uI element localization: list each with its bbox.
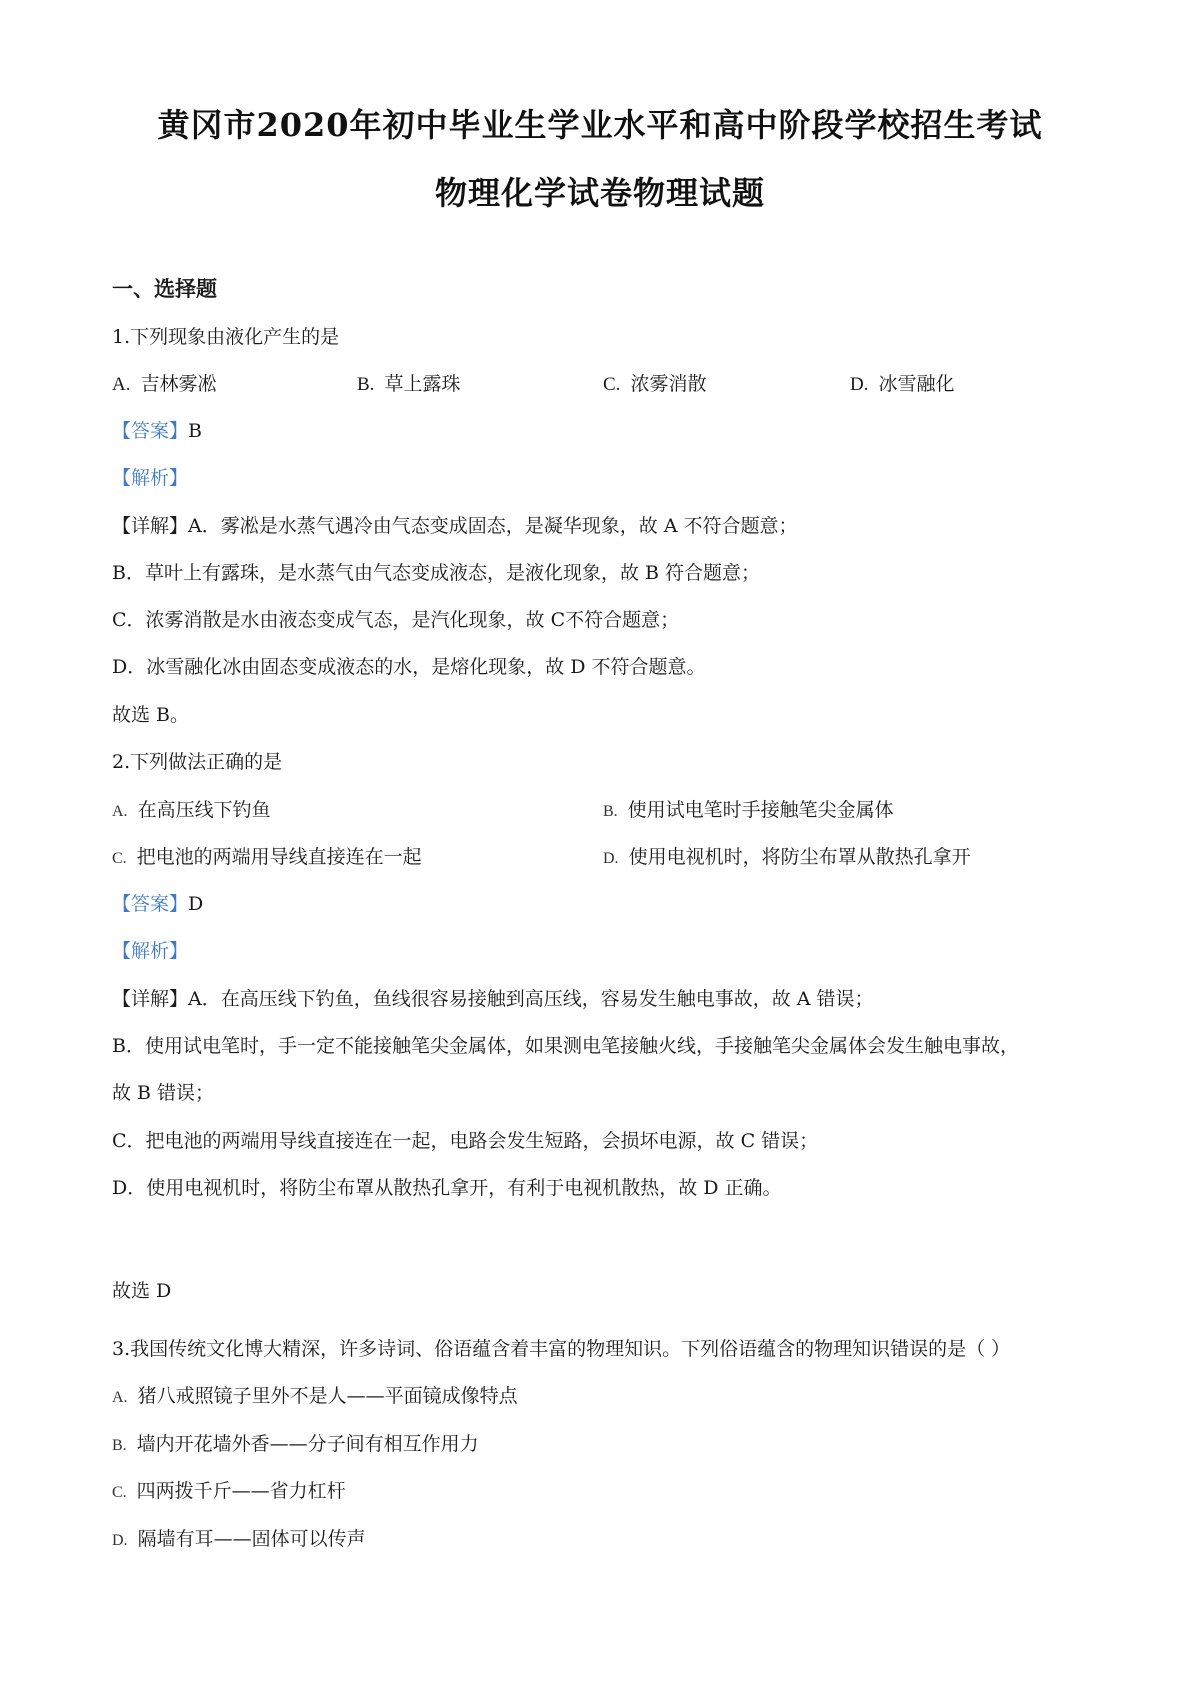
q3-option-d — [112, 1527, 366, 1553]
q2-conclusion: 故选 D — [112, 1280, 172, 1302]
detail-text: A．在高压线下钓鱼，鱼线很容易接触到高压线，容易发生触电事故，故 A 错误； — [188, 988, 874, 1010]
option-text: 把电池的两端用导线直接连在一起 — [136, 846, 422, 868]
document-title-line1: 黄冈市2020年初中毕业生学业水平和高中阶段学校招生考试 — [157, 106, 1043, 144]
section-heading: 一、选择题 — [112, 276, 217, 301]
option-letter: B. — [603, 803, 618, 820]
q1-conclusion: 故选 B。 — [112, 704, 190, 726]
q1-answer — [112, 419, 202, 443]
answer-value: B — [188, 420, 202, 442]
option-text: 冰雪融化 — [878, 373, 955, 395]
question-1-stem: 1.下列现象由液化产生的是 — [112, 326, 340, 348]
detail-tag: 【详解】 — [112, 988, 189, 1010]
option-text: 墙内开花墙外香——分子间有相互作用力 — [136, 1433, 479, 1455]
option-letter: D. — [850, 374, 869, 395]
q2-option-b — [603, 798, 894, 824]
option-letter: B. — [112, 1437, 127, 1454]
q1-option-a — [112, 372, 217, 397]
detail-tag: 【详解】 — [112, 515, 189, 537]
answer-value: D — [188, 893, 204, 915]
answer-tag: 【答案】 — [112, 893, 189, 915]
analysis-tag: 【解析】 — [112, 940, 189, 962]
option-text: 浓雾消散 — [630, 373, 707, 395]
q3-option-a — [112, 1384, 518, 1410]
option-text: 在高压线下钓鱼 — [137, 799, 271, 821]
question-2-stem: 2.下列做法正确的是 — [112, 751, 283, 773]
option-text: 猪八戒照镜子里外不是人——平面镜成像特点 — [137, 1385, 518, 1407]
q2-answer — [112, 892, 203, 916]
option-letter: B. — [357, 374, 375, 395]
option-letter: A. — [112, 1389, 128, 1406]
q2-analysis-tag — [112, 939, 188, 963]
q2-option-c — [112, 845, 422, 871]
analysis-tag: 【解析】 — [112, 467, 189, 489]
option-letter: C. — [603, 374, 621, 395]
question-3-stem: 3.我国传统文化博大精深，许多诗词、俗语蕴含着丰富的物理知识。下列俗语蕴含的物理知识错误的是（ ） — [112, 1338, 1011, 1360]
q1-option-b — [357, 372, 460, 397]
option-text: 隔墙有耳——固体可以传声 — [137, 1528, 366, 1550]
option-letter: C. — [112, 1484, 127, 1501]
q1-detail-c: C．浓雾消散是水由液态变成气态，是汽化现象，故 C不符合题意； — [112, 609, 680, 631]
q3-option-c — [112, 1479, 346, 1505]
q2-detail-b: B．使用试电笔时，手一定不能接触笔尖金属体，如果测电笔接触火线，手接触笔尖金属体会发生触电事故， — [112, 1035, 1019, 1057]
q1-detail-b: B．草叶上有露珠，是水蒸气由气态变成液态，是液化现象，故 B 符合题意； — [112, 562, 761, 584]
option-letter: D. — [603, 850, 619, 867]
answer-tag: 【答案】 — [112, 420, 189, 442]
q1-option-d — [850, 372, 955, 397]
option-letter: D. — [112, 1532, 128, 1549]
detail-text: A．雾凇是水蒸气遇冷由气态变成固态，是凝华现象，故 A 不符合题意； — [188, 515, 798, 537]
document-title-line2: 物理化学试卷物理试题 — [434, 174, 765, 212]
option-text: 四两拨千斤——省力杠杆 — [136, 1480, 346, 1502]
q2-option-d — [603, 845, 971, 871]
q3-option-b — [112, 1432, 479, 1458]
q2-option-a — [112, 798, 271, 824]
q1-detail-d: D．冰雪融化冰由固态变成液态的水，是熔化现象，故 D 不符合题意。 — [112, 656, 706, 678]
option-letter: C. — [112, 850, 127, 867]
q2-detail-a — [112, 987, 874, 1011]
q2-detail-c: C．把电池的两端用导线直接连在一起，电路会发生短路，会损坏电源，故 C 错误； — [112, 1130, 819, 1152]
q1-option-c — [603, 372, 706, 397]
option-text: 使用试电笔时手接触笔尖金属体 — [627, 799, 894, 821]
q2-detail-b-cont: 故 B 错误； — [112, 1082, 215, 1104]
q1-detail-a — [112, 514, 798, 538]
option-text: 草上露珠 — [384, 373, 461, 395]
q2-detail-d: D．使用电视机时，将防尘布罩从散热孔拿开，有利于电视机散热，故 D 正确。 — [112, 1177, 782, 1199]
option-text: 吉林雾凇 — [140, 373, 217, 395]
option-letter: A. — [112, 803, 128, 820]
option-text: 使用电视机时，将防尘布罩从散热孔拿开 — [628, 846, 971, 868]
q1-analysis-tag — [112, 466, 188, 490]
option-letter: A. — [112, 374, 131, 395]
